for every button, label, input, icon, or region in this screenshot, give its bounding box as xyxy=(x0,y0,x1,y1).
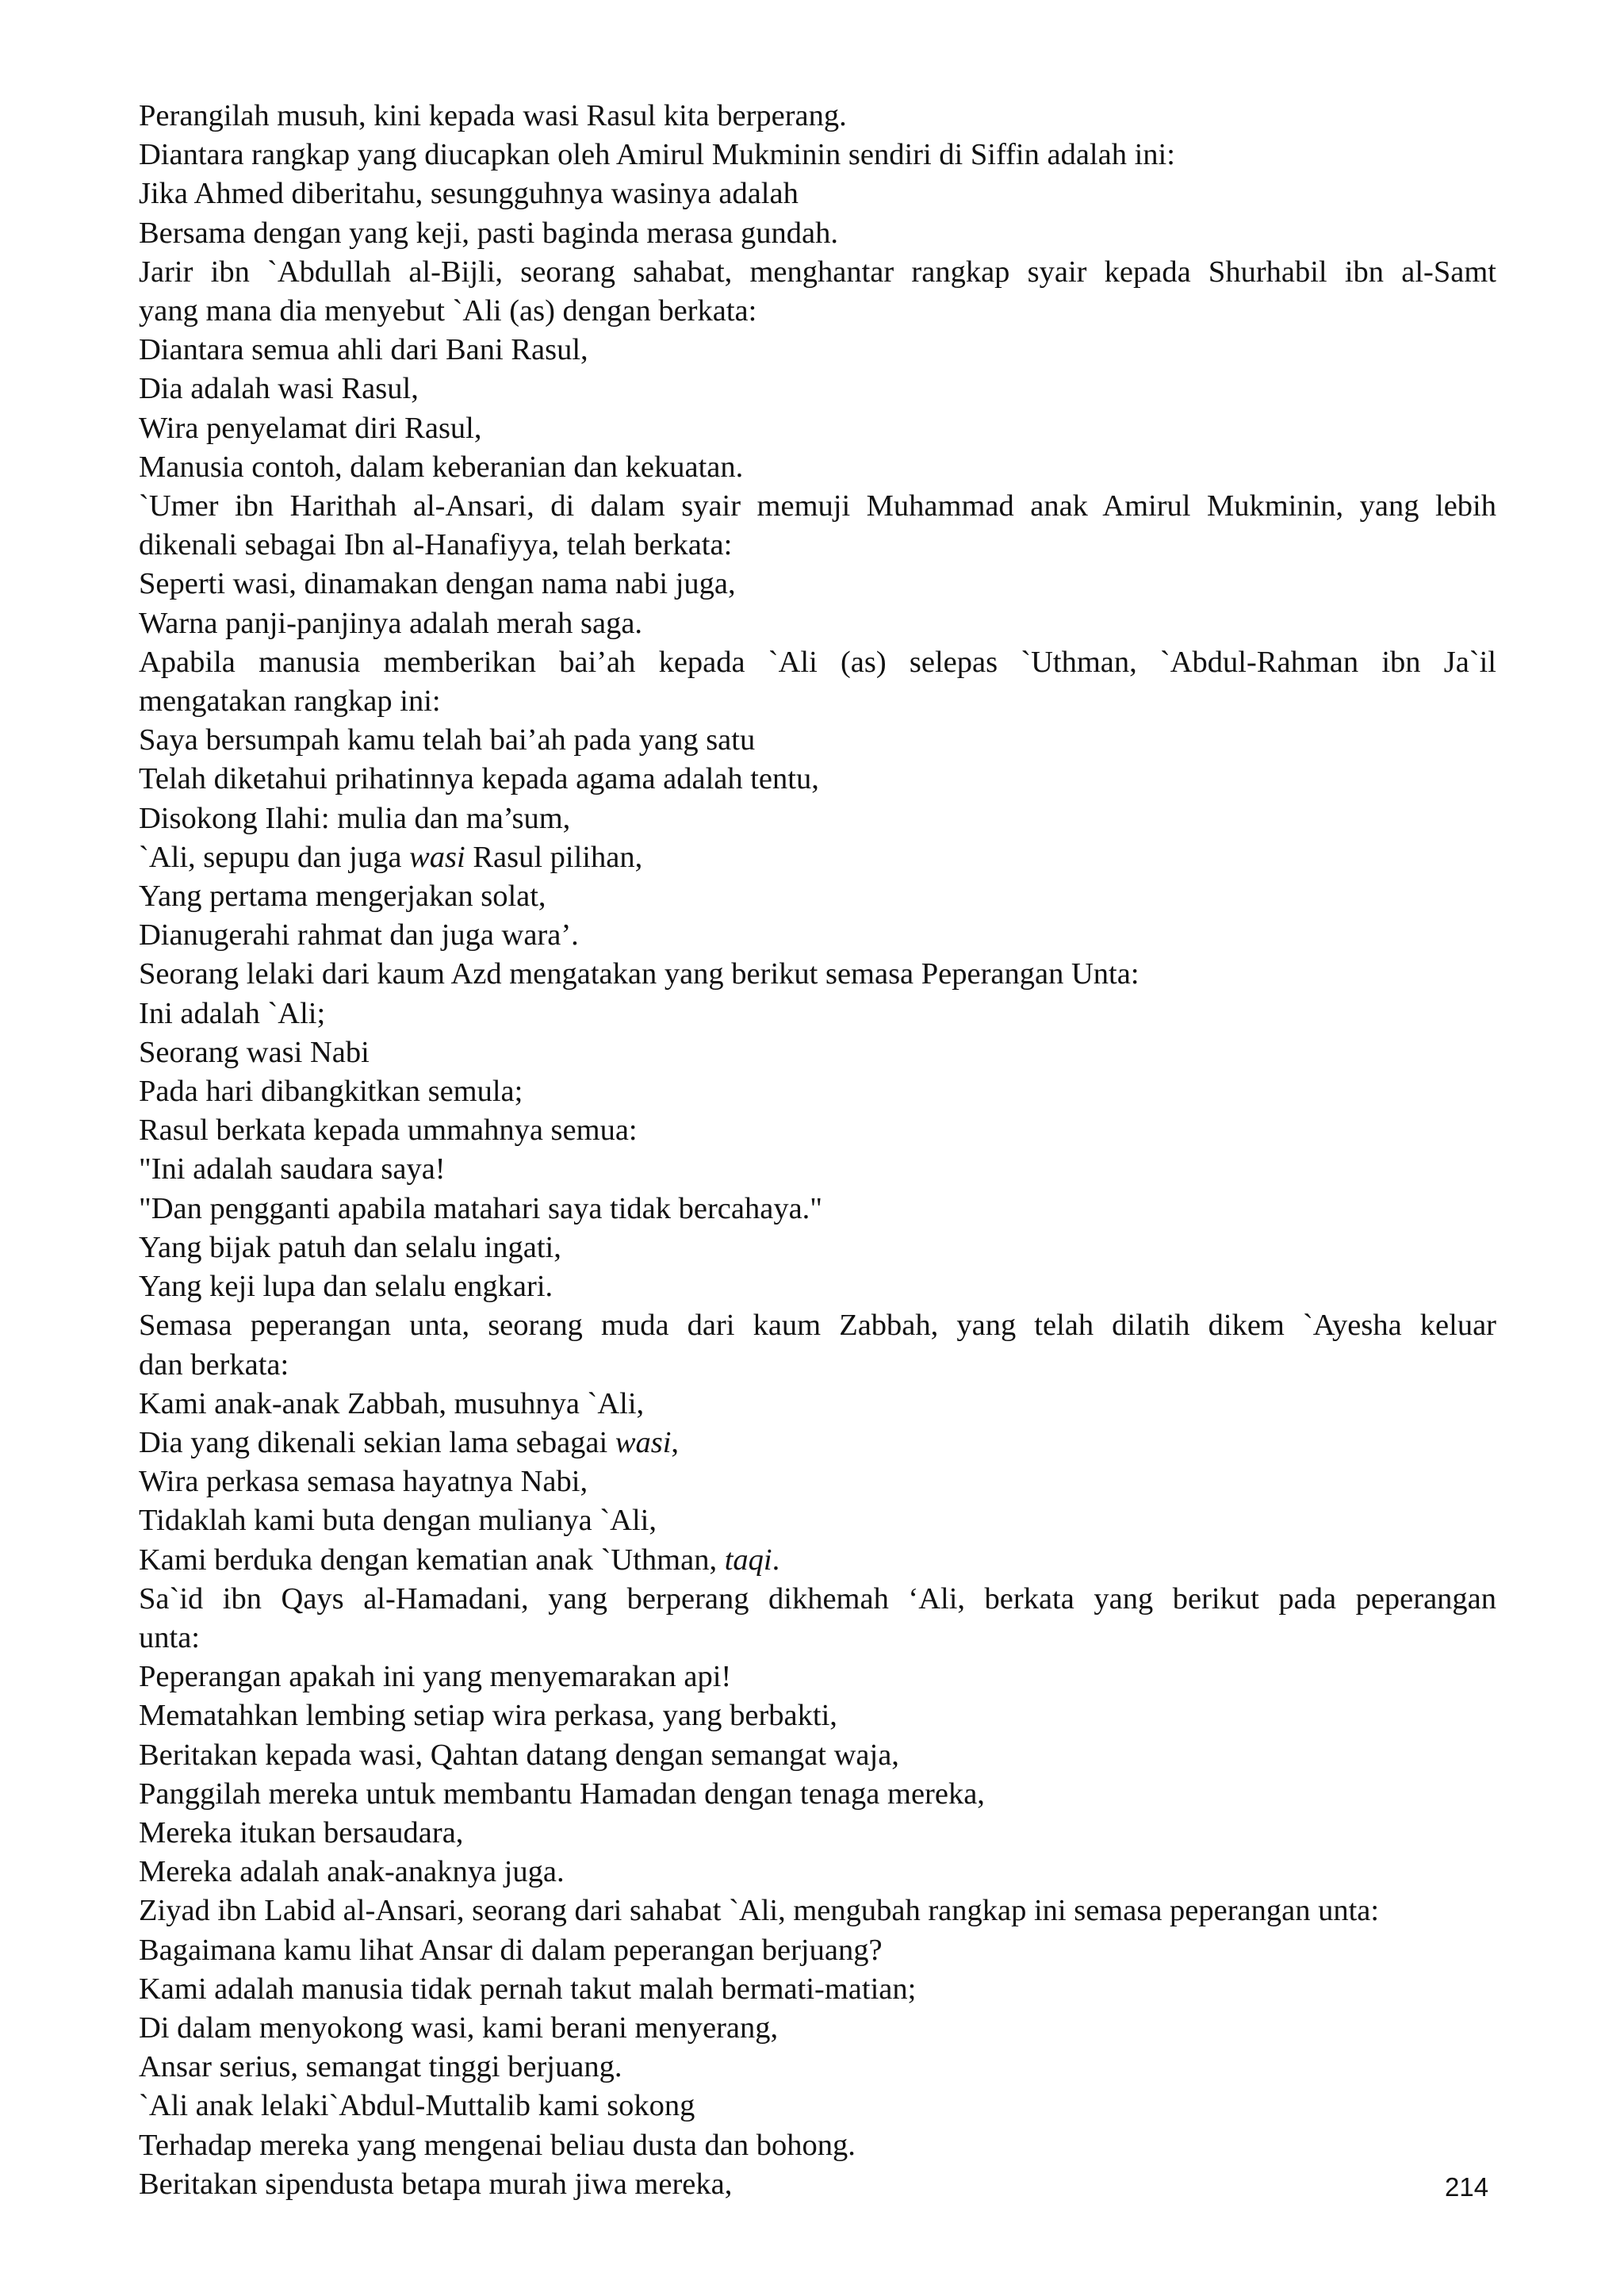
text-line: Perangilah musuh, kini kepada wasi Rasul kita berperang. xyxy=(139,99,847,132)
text-segment: `Ali, sepupu dan juga xyxy=(139,840,410,874)
text-line: Ziyad ibn Labid al-Ansari, seorang dari sahabat `Ali, mengubah rangkap ini semasa peperangan unta: xyxy=(139,1894,1380,1928)
text-line: Pada hari dibangkitkan semula; xyxy=(139,1075,523,1109)
text-line: Manusia contoh, dalam keberanian dan kekuatan. xyxy=(139,450,744,484)
text-line: Mematahkan lembing setiap wira perkasa, yang berbakti, xyxy=(139,1699,837,1733)
text-line: Panggilah mereka untuk membantu Hamadan dengan tenaga mereka, xyxy=(139,1777,985,1811)
text-line xyxy=(139,1541,1496,1580)
page-number: 214 xyxy=(1445,2172,1489,2202)
text-line: Seperti wasi, dinamakan dengan nama nabi juga, xyxy=(139,567,736,601)
italic-term: wasi xyxy=(409,840,465,874)
text-line: Wira perkasa semasa hayatnya Nabi, xyxy=(139,1465,588,1499)
text-line: Kami adalah manusia tidak pernah takut malah bermati-matian; xyxy=(139,1972,917,2006)
text-line: yang mana dia menyebut `Ali (as) dengan berkata: xyxy=(139,294,757,328)
text-line: Apabila manusia memberikan bai’ah kepada `Ali (as) selepas `Uthman, `Abdul-Rahman ibn Ja`il xyxy=(139,645,1496,679)
text-line: Yang keji lupa dan selalu engkari. xyxy=(139,1270,553,1304)
text-line: Seorang lelaki dari kaum Azd mengatakan yang berikut semasa Peperangan Unta: xyxy=(139,957,1139,991)
document-body xyxy=(139,97,1496,2204)
text-line: Jika Ahmed diberitahu, sesungguhnya wasinya adalah xyxy=(139,177,799,211)
text-line: "Ini adalah saudara saya! xyxy=(139,1152,446,1186)
text-line: Warna panji-panjinya adalah merah saga. xyxy=(139,606,643,640)
text-segment: Kami berduka dengan kematian anak `Uthman, xyxy=(139,1543,725,1577)
text-line: Bagaimana kamu lihat Ansar di dalam peperangan berjuang? xyxy=(139,1933,883,1967)
italic-term: wasi xyxy=(615,1425,672,1459)
text-line: dikenali sebagai Ibn al-Hanafiyya, telah berkata: xyxy=(139,528,733,562)
text-segment: , xyxy=(671,1425,680,1459)
text-line: Seorang wasi Nabi xyxy=(139,1035,370,1069)
text-line: Semasa peperangan unta, seorang muda dari kaum Zabbah, yang telah dilatih dikem `Ayesha keluar xyxy=(139,1309,1496,1343)
text-line: unta: xyxy=(139,1620,200,1654)
text-line: Dianugerahi rahmat dan juga wara’. xyxy=(139,918,579,953)
text-line: Yang bijak patuh dan selalu ingati, xyxy=(139,1230,561,1264)
text-line xyxy=(139,1424,1496,1462)
text-line xyxy=(139,838,1496,877)
text-line: Telah diketahui prihatinnya kepada agama adalah tentu, xyxy=(139,762,819,796)
text-segment: Dia yang dikenali sekian lama sebagai xyxy=(139,1425,615,1459)
text-line: Disokong Ilahi: mulia dan ma’sum, xyxy=(139,801,571,835)
text-line: Sa`id ibn Qays al-Hamadani, yang berperang dikhemah ‘Ali, berkata yang berikut pada peperangan xyxy=(139,1581,1496,1616)
text-line: Terhadap mereka yang mengenai beliau dusta dan bohong. xyxy=(139,2128,856,2162)
text-line: Beritakan kepada wasi, Qahtan datang dengan semangat waja, xyxy=(139,1738,899,1772)
text-line: Ansar serius, semangat tinggi berjuang. xyxy=(139,2050,622,2084)
text-line: Ini adalah `Ali; xyxy=(139,996,326,1030)
text-line: mengatakan rangkap ini: xyxy=(139,684,441,719)
text-segment: Rasul pilihan, xyxy=(465,840,643,874)
text-line: Mereka adalah anak-anaknya juga. xyxy=(139,1855,565,1889)
text-segment: . xyxy=(772,1543,780,1577)
text-line: Mereka itukan bersaudara, xyxy=(139,1815,464,1849)
text-line: Rasul berkata kepada ummahnya semua: xyxy=(139,1114,638,1148)
text-line: Jarir ibn `Abdullah al-Bijli, seorang sahabat, menghantar rangkap syair kepada Shurhabil ibn al-Samt xyxy=(139,255,1496,289)
text-line: Di dalam menyokong wasi, kami berani menyerang, xyxy=(139,2010,779,2045)
text-line: Beritakan sipendusta betapa murah jiwa mereka, xyxy=(139,2167,733,2201)
text-line: Dia adalah wasi Rasul, xyxy=(139,372,419,406)
italic-term: taqi xyxy=(724,1543,772,1577)
text-line: Tidaklah kami buta dengan mulianya `Ali, xyxy=(139,1504,657,1538)
text-line: Peperangan apakah ini yang menyemarakan api! xyxy=(139,1660,732,1694)
text-line: Yang pertama mengerjakan solat, xyxy=(139,880,546,914)
text-line: dan berkata: xyxy=(139,1347,289,1382)
text-line: Diantara semua ahli dari Bani Rasul, xyxy=(139,333,588,367)
text-line: Diantara rangkap yang diucapkan oleh Amirul Mukminin sendiri di Siffin adalah ini: xyxy=(139,138,1175,172)
text-line: Saya bersumpah kamu telah bai’ah pada yang satu xyxy=(139,723,756,757)
text-line: Wira penyelamat diri Rasul, xyxy=(139,411,482,445)
text-line: `Ali anak lelaki`Abdul-Muttalib kami sokong xyxy=(139,2089,695,2123)
text-line: Kami anak-anak Zabbah, musuhnya `Ali, xyxy=(139,1386,645,1420)
text-line: Bersama dengan yang keji, pasti baginda merasa gundah. xyxy=(139,216,839,250)
text-line: `Umer ibn Harithah al-Ansari, di dalam syair memuji Muhammad anak Amirul Mukminin, yang lebih xyxy=(139,489,1496,523)
text-line: "Dan pengganti apabila matahari saya tidak bercahaya." xyxy=(139,1191,823,1225)
